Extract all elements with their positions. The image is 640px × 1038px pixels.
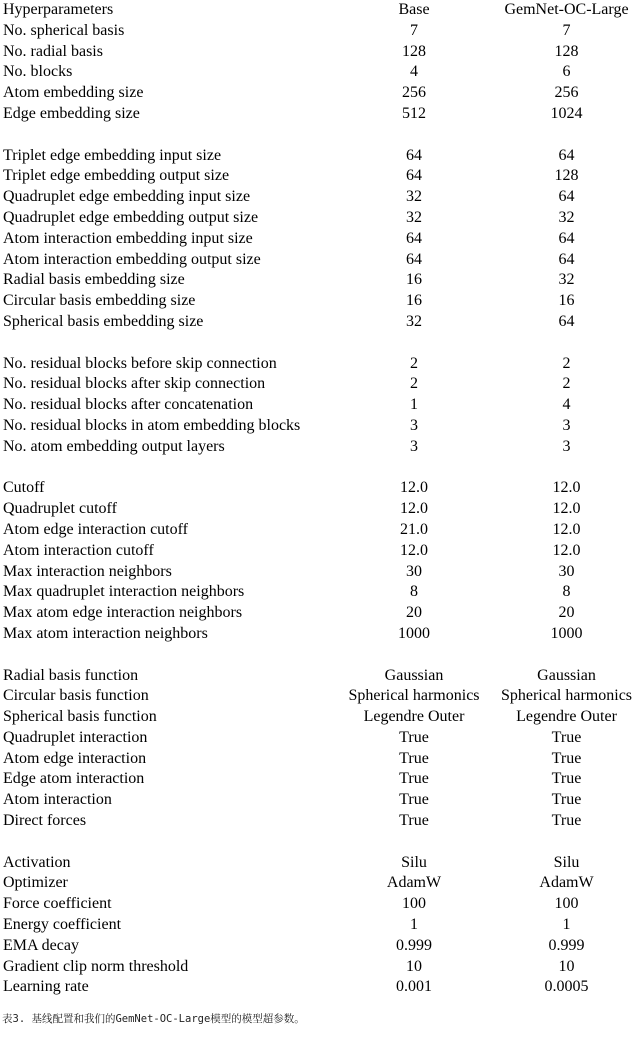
large-value: 64 [558, 229, 575, 247]
group-spacer [0, 645, 640, 666]
large-value: 1 [562, 916, 571, 934]
table-row [0, 21, 640, 42]
base-value: 64 [406, 229, 422, 247]
base-value: 1 [410, 916, 418, 934]
table-row [0, 270, 640, 291]
base-value: 64 [406, 167, 422, 185]
base-value: 3 [410, 416, 418, 434]
param-name: Circular basis function [3, 687, 149, 705]
large-value: 256 [554, 84, 579, 102]
param-name: Quadruplet interaction [3, 728, 148, 746]
param-name: Max quadruplet interaction neighbors [3, 583, 245, 601]
base-value: AdamW [386, 874, 442, 892]
large-value: 12.0 [552, 541, 581, 559]
group-spacer [0, 458, 640, 479]
large-value: 32 [558, 208, 575, 226]
param-name: Atom edge interaction [3, 749, 147, 767]
table-row [0, 582, 640, 603]
param-name: Spherical basis function [3, 708, 157, 726]
base-value: 4 [410, 63, 418, 81]
param-name: Atom embedding size [3, 84, 144, 102]
large-value: 3 [562, 437, 571, 455]
large-value: 100 [554, 895, 579, 913]
base-value: 7 [410, 21, 418, 39]
param-name: No. spherical basis [3, 21, 125, 39]
header-hyperparameters: Hyperparameters [3, 1, 114, 18]
base-value: 2 [410, 354, 418, 372]
base-value: 32 [406, 188, 422, 206]
large-value: 0.0005 [544, 978, 589, 996]
large-value: 10 [558, 957, 575, 975]
param-name: Gradient clip norm threshold [3, 957, 189, 975]
table-row [0, 520, 640, 541]
table-row [0, 936, 640, 957]
param-name: Max interaction neighbors [3, 562, 172, 580]
table-row [0, 853, 640, 874]
base-value: 3 [410, 437, 418, 455]
table-row [0, 83, 640, 104]
base-value: 1 [410, 396, 418, 414]
param-name: Quadruplet edge embedding input size [3, 188, 251, 206]
table-row [0, 62, 640, 83]
large-value: 128 [554, 42, 579, 60]
large-value: AdamW [539, 874, 594, 892]
large-value: 12.0 [552, 520, 581, 538]
header-gemnet-oc-large: GemNet-OC-Large [504, 1, 629, 18]
param-name: Learning rate [3, 978, 89, 996]
param-name: Quadruplet edge embedding output size [3, 208, 259, 226]
base-value: True [399, 791, 429, 809]
param-name: Spherical basis embedding size [3, 312, 204, 330]
table-row [0, 541, 640, 562]
table-row [0, 957, 640, 978]
table-row [0, 478, 640, 499]
base-value: 12.0 [400, 541, 428, 559]
param-name: No. residual blocks after skip connection [3, 375, 266, 393]
param-name: Circular basis embedding size [3, 292, 196, 310]
base-value: 30 [406, 562, 422, 580]
large-value: Spherical harmonics [500, 687, 633, 705]
base-value: 16 [406, 271, 422, 289]
table-row [0, 146, 640, 167]
table-row [0, 395, 640, 416]
large-value: 64 [558, 250, 575, 268]
table-row [0, 562, 640, 583]
base-value: 64 [406, 146, 422, 164]
large-value: 1000 [550, 624, 583, 642]
base-value: 1000 [398, 624, 430, 642]
base-value: 32 [406, 312, 422, 330]
large-value: True [551, 728, 582, 746]
param-name: Triplet edge embedding output size [3, 167, 230, 185]
large-value: 0.999 [548, 936, 585, 954]
large-value: 3 [562, 416, 571, 434]
base-value: Silu [401, 853, 427, 871]
param-name: No. atom embedding output layers [3, 437, 225, 455]
large-value: 16 [558, 292, 575, 310]
table-row [0, 811, 640, 832]
base-value: 2 [410, 375, 418, 393]
param-name: Max atom interaction neighbors [3, 624, 208, 642]
large-value: 20 [558, 604, 575, 622]
table-row [0, 728, 640, 749]
large-value: Silu [553, 853, 580, 871]
base-value: 12.0 [400, 500, 428, 518]
large-value: 8 [562, 583, 571, 601]
table-row [0, 166, 640, 187]
table-row [0, 624, 640, 645]
large-value: Legendre Outer [516, 708, 617, 726]
param-name: Activation [3, 853, 71, 871]
param-name: Force coefficient [3, 895, 112, 913]
param-name: No. residual blocks after concatenation [3, 396, 254, 414]
table-body [0, 21, 640, 998]
base-value: 20 [406, 604, 422, 622]
header-base: Base [398, 1, 430, 18]
base-value: 21.0 [400, 520, 428, 538]
param-name: Cutoff [3, 479, 45, 497]
table-row [0, 229, 640, 250]
table-row [0, 707, 640, 728]
large-value: 128 [554, 167, 579, 185]
table-row [0, 977, 640, 998]
large-value: True [551, 770, 582, 788]
param-name: Atom interaction embedding input size [3, 229, 253, 247]
table-row [0, 894, 640, 915]
base-value: 12.0 [400, 479, 428, 497]
large-value: 2 [562, 375, 571, 393]
large-value: 12.0 [552, 500, 581, 518]
large-value: 64 [558, 188, 575, 206]
large-value: 4 [562, 396, 571, 414]
param-name: Atom interaction embedding output size [3, 250, 261, 268]
table-caption: 表3. 基线配置和我们的GemNet-OC-Large模型的模型超参数。 [2, 1013, 305, 1025]
table-row [0, 104, 640, 125]
param-name: No. blocks [3, 63, 73, 81]
large-value: 1024 [550, 104, 583, 122]
base-value: 128 [402, 42, 426, 60]
base-value: Spherical harmonics [348, 687, 480, 705]
param-name: Max atom edge interaction neighbors [3, 604, 243, 622]
base-value: 16 [406, 292, 422, 310]
table-row [0, 187, 640, 208]
table-row [0, 354, 640, 375]
param-name: No. residual blocks before skip connection [3, 354, 277, 372]
base-value: 8 [410, 583, 418, 601]
base-value: True [399, 812, 429, 830]
table-row [0, 437, 640, 458]
param-name: Edge atom interaction [3, 770, 145, 788]
table-row [0, 915, 640, 936]
table-row [0, 499, 640, 520]
group-spacer [0, 333, 640, 354]
base-value: 256 [402, 84, 426, 102]
param-name: Radial basis embedding size [3, 271, 185, 289]
large-value: Gaussian [537, 666, 596, 684]
base-value: True [399, 770, 429, 788]
base-value: True [399, 728, 429, 746]
large-value: 64 [558, 146, 575, 164]
param-name: Atom interaction cutoff [3, 541, 154, 559]
table-row [0, 873, 640, 894]
table-row [0, 686, 640, 707]
large-value: 32 [558, 271, 575, 289]
large-value: 64 [558, 312, 575, 330]
base-value: 64 [406, 250, 422, 268]
table-row [0, 666, 640, 687]
large-value: 6 [562, 63, 571, 81]
group-spacer [0, 832, 640, 853]
base-value: 32 [406, 208, 422, 226]
large-value: True [551, 791, 582, 809]
param-name: Optimizer [3, 874, 68, 892]
param-name: No. radial basis [3, 42, 103, 60]
param-name: No. residual blocks in atom embedding blocks [3, 416, 301, 434]
base-value: 10 [406, 957, 422, 975]
table-row [0, 769, 640, 790]
large-value: 7 [562, 21, 571, 39]
large-value: True [551, 812, 582, 830]
param-name: Edge embedding size [3, 104, 140, 122]
table-row [0, 603, 640, 624]
table-row [0, 208, 640, 229]
table-row [0, 291, 640, 312]
large-value: 12.0 [552, 479, 581, 497]
base-value: 0.001 [396, 978, 432, 996]
table-header-row [0, 0, 640, 21]
param-name: Triplet edge embedding input size [3, 146, 222, 164]
param-name: Quadruplet cutoff [3, 500, 117, 518]
param-name: Atom edge interaction cutoff [3, 520, 188, 538]
table-row [0, 42, 640, 63]
group-spacer [0, 125, 640, 146]
base-value: 100 [402, 895, 426, 913]
param-name: Direct forces [3, 812, 87, 830]
base-value: 512 [402, 104, 426, 122]
param-name: Radial basis function [3, 666, 139, 684]
table-row [0, 749, 640, 770]
param-name: Energy coefficient [3, 916, 122, 934]
table-row [0, 250, 640, 271]
base-value: 0.999 [396, 936, 432, 954]
large-value: 30 [558, 562, 575, 580]
param-name: Atom interaction [3, 791, 112, 809]
base-value: Gaussian [384, 666, 444, 684]
large-value: True [551, 749, 582, 767]
param-name: EMA decay [3, 936, 79, 954]
table-row [0, 374, 640, 395]
base-value: Legendre Outer [363, 708, 465, 726]
table-row [0, 416, 640, 437]
table-row [0, 312, 640, 333]
large-value: 2 [562, 354, 571, 372]
base-value: True [399, 749, 429, 767]
table-row [0, 790, 640, 811]
